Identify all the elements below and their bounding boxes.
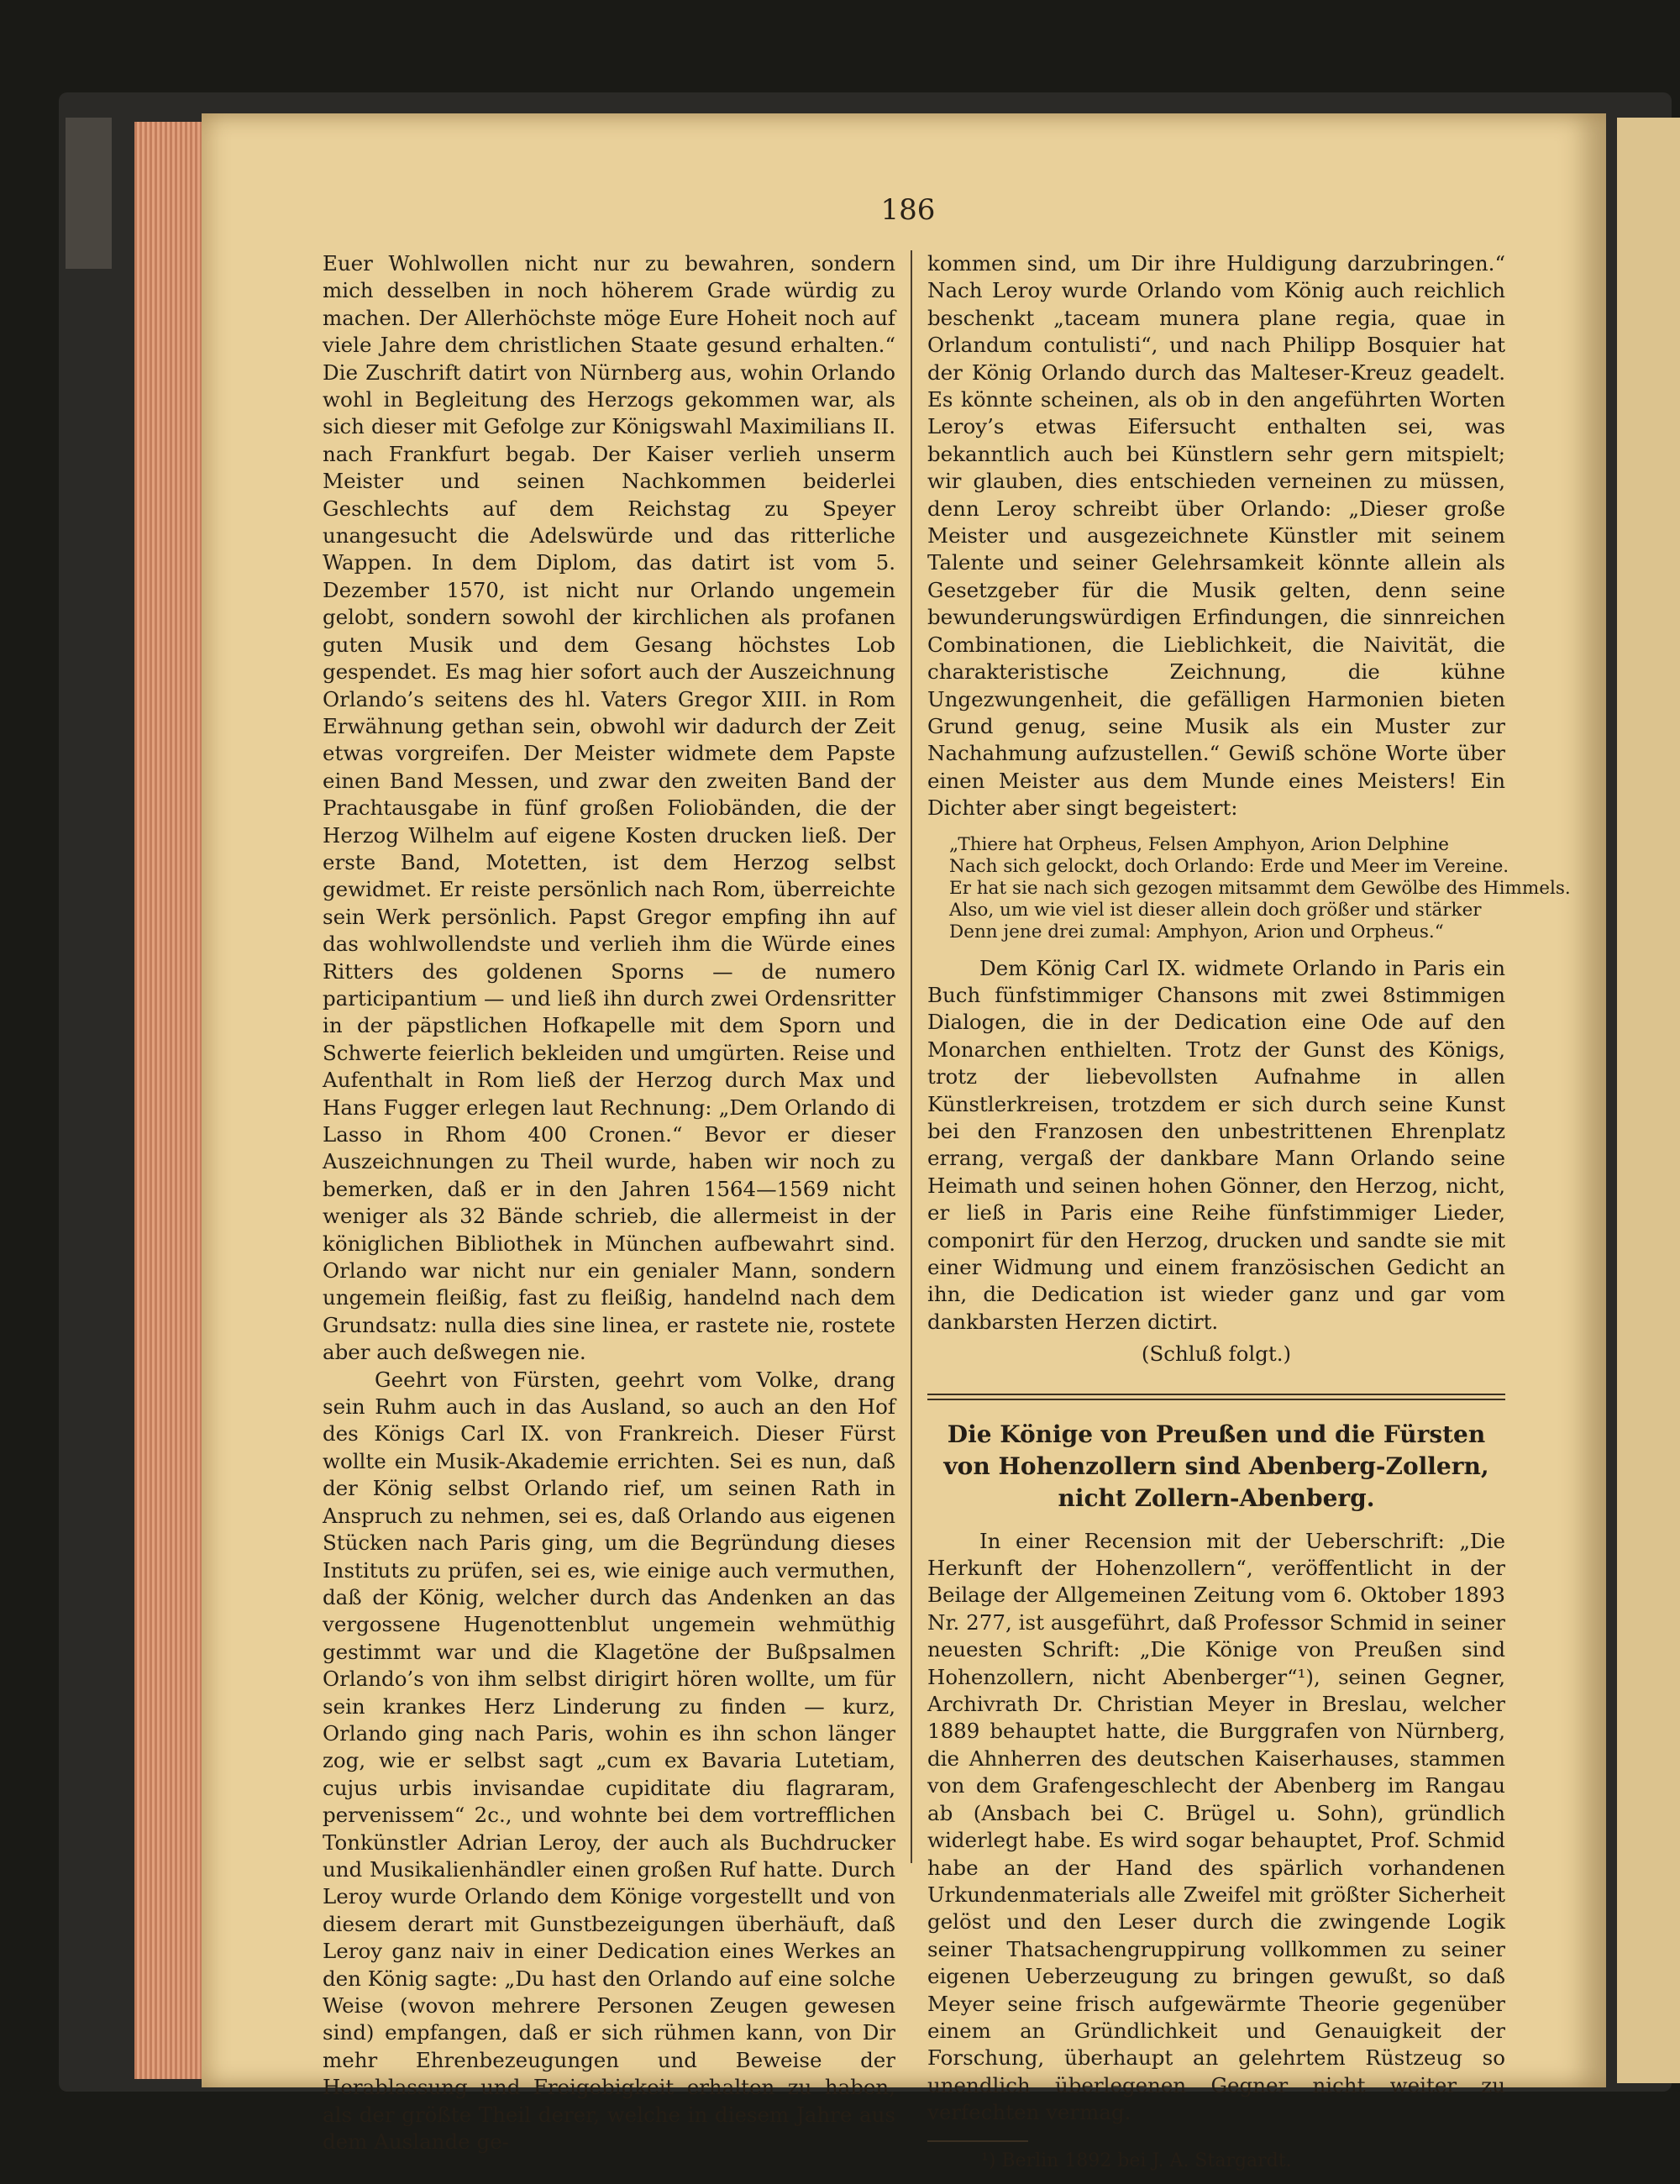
right-paragraph-1: kommen sind, um Dir ihre Huldigung darzubringen.“ Nach Leroy wurde Orlando vom König auch reichlich beschenkt „taceam munera plane regia, quae in Orlandum contulisti“, und nach Philipp Bosquier hat der König Orlando durch das Malteser-Kreuz geadelt. Es könnte scheinen, als ob in den angeführten Worten Leroy’s etwas Eifersucht enthalten sei, was bekanntlich auch bei Künstlern sehr gern mitspielt; wir glauben, dies entschieden verneinen zu müssen, denn Leroy schreibt über Orlando: „Dieser große Meister und ausgezeichnete Künstler mit seinem Talente und seiner Gelehrsamkeit könnte allein als Gesetzgeber für die Musik gelten, denn seine bewunderungswürdigen Erfindungen, die sinnreichen Combinationen, die Lieblichkeit, die Naivität, die charakteristische Zeichnung, die kühne Ungezwungenheit, die gefälligen Harmonien bieten Grund genug, seine Musik als ein Muster zur Nachahmung aufzustellen.“ Gewiß schöne Worte über einen Meister aus dem Munde eines Meisters! Ein Dichter aber singt begeistert: (927, 251, 1505, 821)
article-title: Die Könige von Preußen und die Fürsten von Hohenzollern sind Abenberg-Zollern, nicht Zollern-Abenberg. (943, 1420, 1489, 1512)
footnote: ¹) Berlin 1892 bei J. A. Stargardt. (981, 2150, 1292, 2171)
poem-line: Er hat sie nach sich gezogen mitsammt dem Gewölbe des Himmels. (949, 877, 1571, 899)
article-body: In einer Recension mit der Ueberschrift: „Die Herkunft der Hohenzollern“, veröffentlicht in der Beilage der Allgemeinen Zeitung vom 6. Oktober 1893 Nr. 277, ist ausgeführt, daß Professor Schmid in seiner neuesten Schrift: „Die Könige von Preußen sind Hohenzollern, nicht Abenberger“¹), seinen Gegner, Archivrath Dr. Christian Meyer in Breslau, welcher 1889 behauptet hatte, die Burggrafen von Nürnberg, die Ahnherren des deutschen Kaiserhauses, stammen von dem Grafengeschlecht der Abenberg im Rangau ab (Ansbach bei C. Brügel u. Sohn), gründlich widerlegt habe. Es wird sogar behauptet, Prof. Schmid habe an der Hand des spärlich vorhandenen Urkundenmaterials alle Zweifel mit größter Sicherheit gelöst und den Leser durch die zwingende Logik seiner Thatsachengruppirung vollkommen zu seiner eigenen Ueberzeugung zu bringen gewußt, so daß Meyer seine frisch aufgewärmte Theorie gegenüber einem an Gründlichkeit und Genauigkeit der Forschung, überhaupt an gelehrtem Rüstzeug so unendlich überlegenen Gegner nicht weiter zu verfechten vermag. (927, 1528, 1505, 2125)
poem-line: Also, um wie viel ist dieser allein doch größer und stärker (949, 899, 1482, 921)
bookmark-ribbon (66, 118, 112, 269)
article-separator (927, 1394, 1505, 1400)
poem-line: Nach sich gelockt, doch Orlando: Erde und Meer im Vereine. (949, 855, 1509, 877)
right-column (927, 250, 1571, 2174)
left-column (323, 250, 895, 2155)
poem-line: Denn jene drei zumal: Amphyon, Arion und Orpheus.“ (949, 921, 1444, 942)
footnote-rule (927, 2140, 1028, 2142)
left-paragraph-2: Geehrt von Fürsten, geehrt vom Volke, drang sein Ruhm auch in das Ausland, so auch an den Hof des Königs Carl IX. von Frankreich. Dieser Fürst wollte ein Musik-Akademie errichten. Sei es nun, daß der König selbst Orlando rief, um seinen Rath in Anspruch zu nehmen, sei es, daß Orlando aus eigenen Stücken nach Paris ging, um die Begründung dieses Instituts zu prüfen, sei es, wie einige auch vermuthen, daß der König, welcher durch das Andenken an das vergossene Hugenottenblut ungemein wehmüthig gestimmt war und die Klagetöne der Bußpsalmen Orlando’s von ihm selbst dirigirt hören wollte, um für sein krankes Herz Linderung zu finden — kurz, Orlando ging nach Paris, wohin es ihn schon länger zog, wie er selbst sagt „cum ex Bavaria Lutetiam, cujus urbis invisandae cupiditate diu flagraram, pervenissem“ 2c., und wohnte bei dem vortrefflichen Tonkünstler Adrian Leroy, der auch als Buchdrucker und Musikalienhändler einen großen Ruf hatte. Durch Leroy wurde Orlando dem Könige vorgestellt und von diesem derart mit Gunstbezeigungen überhäuft, daß Leroy ganz naiv in einer Dedication eines Werkes an den König sagte: „Du hast den Orlando auf eine solche Weise (wovon mehrere Personen Zeugen gewesen sind) empfangen, daß er sich rühmen kann, von Dir mehr Ehrenbezeugungen und Beweise der Herablassung und Freigebigkeit erhalten zu haben, als der größte Theil derer, welche in diesem Jahre aus dem Auslande ge- (323, 1367, 895, 2155)
page-number: 186 (880, 193, 936, 227)
facing-page-edge (1617, 118, 1680, 2083)
right-paragraph-2: Dem König Carl IX. widmete Orlando in Paris ein Buch fünfstimmiger Chansons mit zwei 8stimmigen Dialogen, die in der Dedication eine Ode auf den Monarchen enthielten. Trotz der Gunst des Königs, trotz der liebevollsten Aufnahme in allen Künstlerkreisen, trotzdem er sich durch seine Kunst bei den Franzosen den unbestrittenen Ehrenplatz errang, vergaß der dankbare Mann Orlando seine Heimath und seinen hohen Gönner, den Herzog, nicht, er ließ in Paris eine Reihe fünfstimmiger Lieder, componirt für den Herzog, drucken und sandte sie mit einer Widmung und einem französischen Gedicht an ihn, die Dedication ist wieder ganz und gar vom dankbarsten Herzen dictirt. (927, 955, 1505, 1334)
continuation-note: (Schluß folgt.) (1141, 1341, 1292, 1367)
column-divider (911, 250, 912, 1863)
poem-line: „Thiere hat Orpheus, Felsen Amphyon, Arion Delphine (949, 833, 1450, 855)
left-paragraph-1: Euer Wohlwollen nicht nur zu bewahren, sondern mich desselben in noch höherem Grade würdig zu machen. Der Allerhöchste möge Eure Hoheit noch auf viele Jahre dem christlichen Staate gesund erhalten.“ Die Zuschrift datirt von Nürnberg aus, wohin Orlando wohl in Begleitung des Herzogs gekommen war, als sich dieser mit Gefolge zur Königswahl Maximilians II. nach Frankfurt begab. Der Kaiser verlieh unserm Meister und seinen Nachkommen beiderlei Geschlechts auf dem Reichstag zu Speyer unangesucht die Adelswürde und das ritterliche Wappen. In dem Diplom, das datirt ist vom 5. Dezember 1570, ist nicht nur Orlando ungemein gelobt, sondern sowohl der kirchlichen als profanen guten Musik und dem Gesang höchstes Lob gespendet. Es mag hier sofort auch der Auszeichnung Orlando’s seitens des hl. Vaters Gregor XIII. in Rom Erwähnung gethan sein, obwohl wir dadurch der Zeit etwas vorgreifen. Der Meister widmete dem Papste einen Band Messen, und zwar den zweiten Band der Prachtausgabe in fünf großen Foliobänden, die der Herzog Wilhelm auf eigene Kosten drucken ließ. Der erste Band, Motetten, ist dem Herzog selbst gewidmet. Er reiste persönlich nach Rom, überreichte sein Werk persönlich. Papst Gregor empfing ihn auf das wohlwollendste und verlieh ihm die Würde eines Ritters des goldenen Sporns — de numero participantium — und ließ ihn durch zwei Ordensritter in der päpstlichen Hofkapelle mit dem Sporn und Schwerte feierlich bekleiden und umgürten. Reise und Aufenthalt in Rom ließ der Herzog durch Max und Hans Fugger erlegen laut Rechnung: „Dem Orlando di Lasso in Rhom 400 Cronen.“ Bevor er dieser Auszeichnungen zu Theil wurde, haben wir noch zu bemerken, daß er in den Jahren 1564—1569 nicht weniger als 32 Bände schrieb, die allermeist in der königlichen Bibliothek in München aufbewahrt sind. Orlando war nicht nur ein genialer Mann, sondern ungemein fleißig, fast zu fleißig, handelnd nach dem Grundsatz: nulla dies sine linea, er rastete nie, rostete aber auch deßwegen nie. (323, 251, 895, 1365)
poem-quote (949, 833, 1571, 943)
